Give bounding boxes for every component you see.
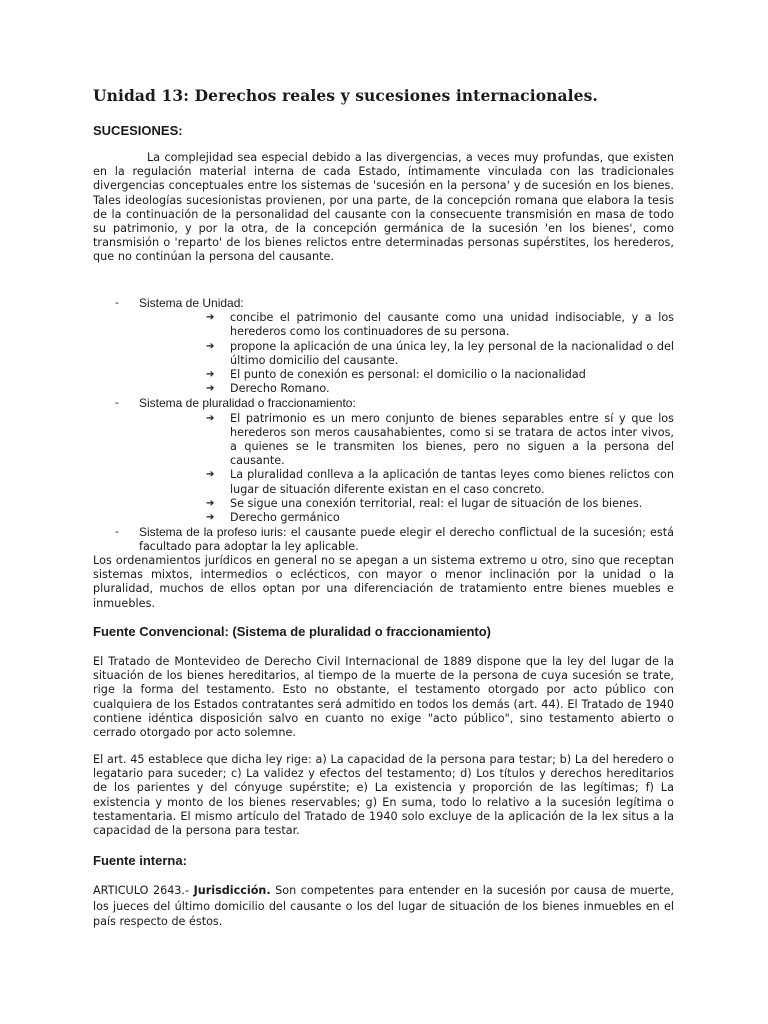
articulo-title: Jurisdicción. bbox=[193, 884, 271, 897]
sucesiones-heading: SUCESIONES: bbox=[93, 123, 183, 138]
system-subitem bbox=[183, 340, 674, 368]
system-subitem bbox=[183, 368, 674, 382]
subitem-text: Derecho Romano. bbox=[230, 382, 330, 396]
document-title: Unidad 13: Derechos reales y sucesiones internacionales. bbox=[93, 86, 598, 105]
subitem-text: propone la aplicación de una única ley, la ley personal de la nacionalidad o del último domicilio del causante. bbox=[230, 339, 674, 367]
subitem-text: La pluralidad conlleva a la aplicación de tantas leyes como bienes relictos con lugar de situación diferente existan en el caso concreto. bbox=[230, 468, 674, 496]
subitem-text: El patrimonio es un mero conjunto de bienes separables entre sí y que los herederos son meros causahabientes, como si se tratara de actos inter vivos, a quienes se le transmiten los bienes, pero no siguen a la persona del causante. bbox=[230, 411, 674, 468]
system-subitem bbox=[183, 382, 674, 396]
arrow-bullet-icon: ➔ bbox=[206, 412, 215, 424]
articulo-number: ARTICULO 2643.- bbox=[93, 884, 190, 897]
subitem-text: El punto de conexión es personal: el domicilio o la nacionalidad bbox=[230, 368, 586, 382]
system-subitem bbox=[183, 511, 674, 525]
intro-paragraph: La complejidad sea especial debido a las divergencias, a veces muy profundas, que existen en la regulación material interna de cada Estado, íntimamente vinculada con las tradicionales divergencias conceptuales entre los sistemas de 'sucesión en la persona' y de sucesión en los bienes. Tales ideologías sucesionistas provienen, por una parte, de la concepción romana que elabora la tesis de la continuación de la personalidad del causante con la consecuente transmisión en masa de todo su patrimonio, y por la otra, de la concepción germánica de la sucesión 'en los bienes', como transmisión o 'reparto' de los bienes relictos entre determinadas personas supérstites, los herederos, que no continúan la persona del causante. bbox=[93, 151, 674, 264]
articulo-2643-paragraph bbox=[93, 883, 674, 930]
system-label: Sistema de la profeso iuris bbox=[139, 525, 283, 540]
system-sublist bbox=[139, 311, 674, 396]
subitem-text: concibe el patrimonio del causante como una unidad indisociable, y a los herederos como los continuadores de su persona. bbox=[230, 311, 674, 339]
arrow-bullet-icon: ➔ bbox=[206, 497, 215, 509]
art45-paragraph: El art. 45 establece que dicha ley rige: a) La capacidad de la persona para testar; b) La del heredero o legatario para suceder; c) La validez y efectos del testamento; d) Los títulos y derechos hereditarios de los parientes y del cónyuge supérstite; e) La existencia y proporción de las legítimas; f) La existencia y monto de los bienes reservables; g) En suma, todo lo relativo a la sucesión legítima o testamentaria. El mismo artículo del Tratado de 1940 solo excluye de la aplicación de la lex situs a la capacidad de la persona para testar. bbox=[93, 753, 674, 838]
mixed-systems-paragraph: Los ordenamientos jurídicos en general no se apegan a un sistema extremo u otro, sino que receptan sistemas mixtos, intermedios o eclécticos, con mayor o menor inclinación por la unidad o la pluralidad, muchos de ellos optan por una diferenciación de tratamiento entre bienes muebles e inmuebles. bbox=[93, 554, 674, 610]
dash-bullet: - bbox=[115, 397, 119, 410]
arrow-bullet-icon: ➔ bbox=[206, 512, 215, 524]
arrow-bullet-icon: ➔ bbox=[206, 469, 215, 481]
system-item bbox=[93, 396, 674, 525]
system-subitem bbox=[183, 412, 674, 469]
arrow-bullet-icon: ➔ bbox=[206, 340, 215, 352]
system-item bbox=[93, 525, 674, 554]
arrow-bullet-icon: ➔ bbox=[206, 312, 215, 324]
subitem-text: Derecho germánico bbox=[230, 511, 340, 525]
system-description: : el causante puede elegir el derecho conflictual de la sucesión; está facultado para adoptar la ley aplicable. bbox=[139, 526, 674, 554]
articulo-text: Son competentes para entender en la sucesión por causa de muerte, los jueces del último domicilio del causante o los del lugar de situación de los bienes inmuebles en el país respecto de éstos. bbox=[93, 884, 674, 928]
system-subitem bbox=[183, 497, 674, 511]
system-subitem bbox=[183, 311, 674, 339]
system-sublist bbox=[139, 412, 674, 526]
fuente-interna-heading: Fuente interna: bbox=[93, 853, 187, 868]
system-subitem bbox=[183, 468, 674, 496]
montevideo-paragraph: El Tratado de Montevideo de Derecho Civil Internacional de 1889 dispone que la ley del lugar de la situación de los bienes hereditarios, al tiempo de la muerte de la persona de cuya sucesión se trate, rige la forma del testamento. Esto no obstante, el testamento otorgado por acto público con cualquiera de los Estados contratantes será admitido en todos los demás (art. 44). El Tratado de 1940 contiene idéntica disposición salvo en cuanto no exige "acto público", sino testamento abierto o cerrado otorgado por acto solemne. bbox=[93, 655, 674, 740]
subitem-text: Se sigue una conexión territorial, real: el lugar de situación de los bienes. bbox=[230, 496, 643, 510]
fuente-convencional-heading: Fuente Convencional: (Sistema de pluralidad o fraccionamiento) bbox=[93, 624, 492, 639]
system-item bbox=[93, 296, 674, 396]
arrow-bullet-icon: ➔ bbox=[206, 383, 215, 395]
system-label: Sistema de Unidad: bbox=[139, 296, 244, 310]
system-label: Sistema de pluralidad o fraccionamiento: bbox=[139, 396, 356, 411]
arrow-bullet-icon: ➔ bbox=[206, 369, 215, 381]
dash-bullet: - bbox=[115, 526, 119, 539]
systems-list bbox=[93, 296, 674, 555]
dash-bullet: - bbox=[115, 297, 119, 309]
